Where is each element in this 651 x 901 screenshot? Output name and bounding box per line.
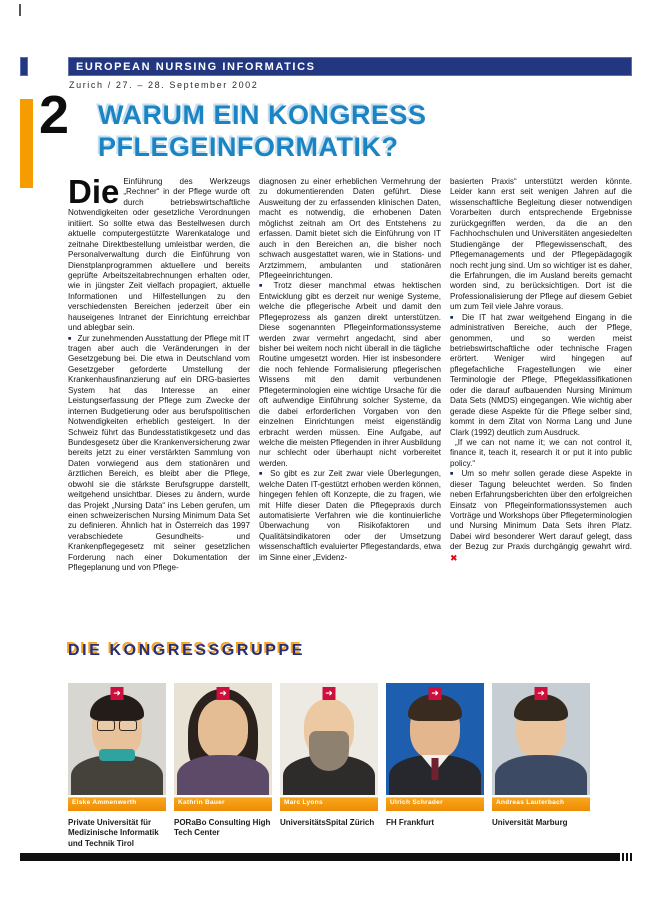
section-number: 2 [39,85,70,145]
article-paragraph: ■ Zur zunehmenden Ausstattung der Pflege mit IT tragen aber auch die Veränderungen in der Gesetzgebung bei. Die etwa in Deutschland vom Gesetzgeber geforderte Umstellung der Krankenhausfinanzierung auf ein DRG-basiertes System hat das Interesse an einer Leistungserfassung der Pflege zum Zwecke der internen Budgetierung oder aus berufspolitischen Notwendigkeiten erheblich gesteigert. In der Schweiz führt das Bundesstatistikgesetz und das Bundesgesetz über die Krankenversicherung zwar bereits jetzt zu einer verstärkten Sammlung von Daten vorwiegend aus dem stationären und ärztlichen Bereich, es bleibt aber die Pflege, obwohl sie die stärkste Berufsgruppe darstellt, weitgehend unsichtbar. Dieses zu ändern, wurde das Projekt „Nursing Data“ ins Leben gerufen, um einen schweizerischen Nursing Minimum Data Set zu definieren. Ähnlich hat in Österreich das 1997 verabschiedete Gesundheits- und Krankenpflegegesetz mit seiner gesetzlichen Forderung nach einer Dokumentation der Pflegeplanung und von Pflege- [68,333,250,573]
member-name-bar: Marc Lyons [280,797,378,811]
article-paragraph: Die Einführung des Werkzeugs „Rechner“ in der Pflege wurde oft durch betriebswirtschaftliche Notwendigkeiten oder gesetzliche Verordnungen initiiert. So sollte etwa das Bestellwesen durch aktuelle computergestützte Warenkataloge und zeitnahe Direktbestellung umleistbar werden, die Personalverwaltung durch die Einführung von Dienstplanprogrammen aktuellere und bereits geprüfte Arbeitszeitabrechnungen erhalten oder, wie in jüngster Zeit vielfach propagiert, aktuelle Informationen und Hilfestellungen zu den verschiedensten Bereichen jederzeit über ein hauseigenes Intranet der Einrichtung erreichbar und ablegbar sein. [68,173,250,333]
member-photo [492,683,590,795]
article-paragraph: ■ So gibt es zur Zeit zwar viele Überlegungen, welche Daten IT-gestützt erhoben werden können, hingegen fehlen oft Konzepte, die zu fragen, wie mit Hilfe dieser Daten die Pflegepraxis durch automatisierte Verfahren wie die kontinuierliche Überwachung von Risikofaktoren und Qualitätsindikatoren oder der Umsetzung wissenschaftlich evaluierter Pflegestandards, etwa im Sinne einer „Evidenz- [259,469,442,562]
member-photo [386,683,484,795]
member-affiliation: PORaBo Consulting High Tech Center [174,818,271,838]
member-name-bar: Ulrich Schrader [386,797,484,811]
paragraph-bullet-icon: ■ [450,471,458,478]
paragraph-bullet-icon: ■ [259,283,270,290]
arrow-badge-icon: ➜ [535,687,548,700]
article-column-2 [259,177,441,645]
article-column-1 [68,173,250,645]
section-accent-bar [20,99,33,188]
crop-mark [19,4,21,16]
article-title-line1: WARUM EIN KONGRESS [98,100,427,130]
paragraph-bullet-icon: ■ [68,335,74,342]
article-title-line2: PFLEGEINFORMATIK? [98,131,399,162]
kongressgruppe-members [68,683,590,849]
arrow-badge-icon: ➜ [323,687,336,700]
portrait-beard [309,731,349,771]
dropcap: Die [68,173,120,210]
footer-rule [20,853,620,861]
member-card [174,683,272,849]
article-title [98,100,427,163]
portrait-body [71,755,163,795]
masthead-title: EUROPEAN NURSING INFORMATICS [76,60,316,73]
event-dateline: Zurich / 27. – 28. September 2002 [69,80,259,90]
article-columns [68,173,632,645]
member-photo [174,683,272,795]
arrow-badge-icon: ➜ [111,687,124,700]
paragraph-bullet-icon: ■ [259,471,267,478]
masthead-left-stub [20,57,28,76]
member-affiliation: UniversitätsSpital Zürich [280,818,375,827]
paragraph-bullet-icon: ■ [450,314,458,321]
article-end-mark-icon: ✖ [450,552,458,563]
portrait-head [198,699,248,759]
member-name-bar: Andreas Lauterbach [492,797,590,811]
member-name-bar: Kathrin Bauer [174,797,272,811]
article-paragraph: diagnosen zu einer erheblichen Vermehrung der zu dokumentierenden Daten geführt. Diese Ausweitung der zu erfassenden klinischen Daten, macht es notwendig, die erhobenen Daten möglichst zeitnah am Ort des Entstehens zu erfassen. Damit bietet sich die Einführung von IT auch in den Bereichen an, die bisher noch schwach ausgestattet waren, wie in Stations- und Arztzimmern, ambulanten und stationären Pflegeeinrichtungen. [259,177,441,280]
portrait-body [495,755,587,795]
member-photo [68,683,166,795]
member-card [386,683,484,849]
member-photo [280,683,378,795]
member-card [280,683,378,849]
arrow-badge-icon: ➜ [429,687,442,700]
article-paragraph: ■ Um so mehr sollen gerade diese Aspekte in dieser Tagung beleuchtet werden. So finden neben Erfahrungsberichten über den erfolgreichen Einsatz von Pflegeinformationssystemen auch Vorträge und Workshops über Pflegeterminologien und Nursing Minimum Data Sets ihren Platz. Dabei wird besonderer Wert darauf gelegt, dass der Bezug zur Praxis durchgängig gewahrt wird. ✖ [450,469,632,563]
member-affiliation: FH Frankfurt [386,818,434,827]
kongressgruppe-heading: DIE KONGRESSGRUPPE [68,642,306,659]
portrait-tie [432,758,439,780]
member-affiliation: Universität Marburg [492,818,568,827]
article-paragraph: „If we can not name it; we can not control it, finance it, teach it, research it or put it into public policy.“ [450,437,632,468]
footer-registration-mark [622,853,634,861]
article-paragraph: ■ Trotz dieser manchmal etwas hektischen Entwicklung gibt es derzeit nur wenige Systeme, welche die pflegerische Arbeit und damit den Pflegeprozess als ganzen direkt unterstützen. Diese sogenannten Pflegeinformationssysteme werden zwar vermehrt angedacht, sind aber bisher bei weitem noch nicht überall in die tägliche Routine umgesetzt worden. Hier ist insbesondere die noch fehlende Formalisierung pflegerischen Wissens mit den damit verbundenen Pflegeterminologien eine wichtige Ursache für die oft aufwendige Einführung solcher Systeme, da die dabei erforderlichen Vorgaben von den einzelnen Einrichtungen meist eigenständig erbracht werden müssen. Eine Aufgabe, auf welche die meisten Pflegenden in ihrer Ausbildung nur schlecht oder überhaupt nicht vorbereitet werden. [259,281,441,468]
portrait-scarf [99,749,135,761]
portrait-glasses [94,720,140,731]
member-name-bar: Elske Ammenwerth [68,797,166,811]
member-card [492,683,590,849]
arrow-badge-icon: ➜ [217,687,230,700]
portrait-body [177,755,269,795]
member-affiliation: Private Universität für Medizinische Informatik und Technik Tirol [68,818,159,848]
article-paragraph: ■ Die IT hat zwar weitgehend Eingang in die administrativen Bereiche, auch der Pflege, genommen, und so werden meist betriebswirtschaftliche oder technische Fragen erörtert. Weniger wird hingegen auf pflegefachliche Fragestellungen wie einer Terminologie der Pflege, Pflegeklassifikationen oder die darauf aufbauenden Nursing Minimum Data Sets (NMDS) eingegangen. Wie wichtig aber gerade diese Aspekte für die Pflege selber sind, kommt in dem Zitat von Norma Lang und June Clark (1992) deutlich zum Ausdruck. [450,312,632,437]
article-column-3 [450,177,632,645]
member-card [68,683,166,849]
article-paragraph: basierten Praxis“ unterstützt werden könnte. Leider kann erst seit wenigen Jahren auf die wissenschaftliche Begleitung dieser notwendigen Vorarbeiten durch entsprechende Ergebnisse zurückgegriffen werden, da die an den Fachhochschulen und Universitäten angesiedelten Studiengänge der Pflegewissenschaft, des Pflegemanagements und der Pflegepädagogik noch recht jung sind. Um so wichtiger ist es daher, die Erfahrungen, die im Ausland bereits gemacht worden sind, zu berücksichtigen. Dort ist die Professionalisierung der Pflege auf diesem Gebiet um zum Teil viele Jahre voraus. [450,177,632,312]
masthead-bar [68,57,632,76]
